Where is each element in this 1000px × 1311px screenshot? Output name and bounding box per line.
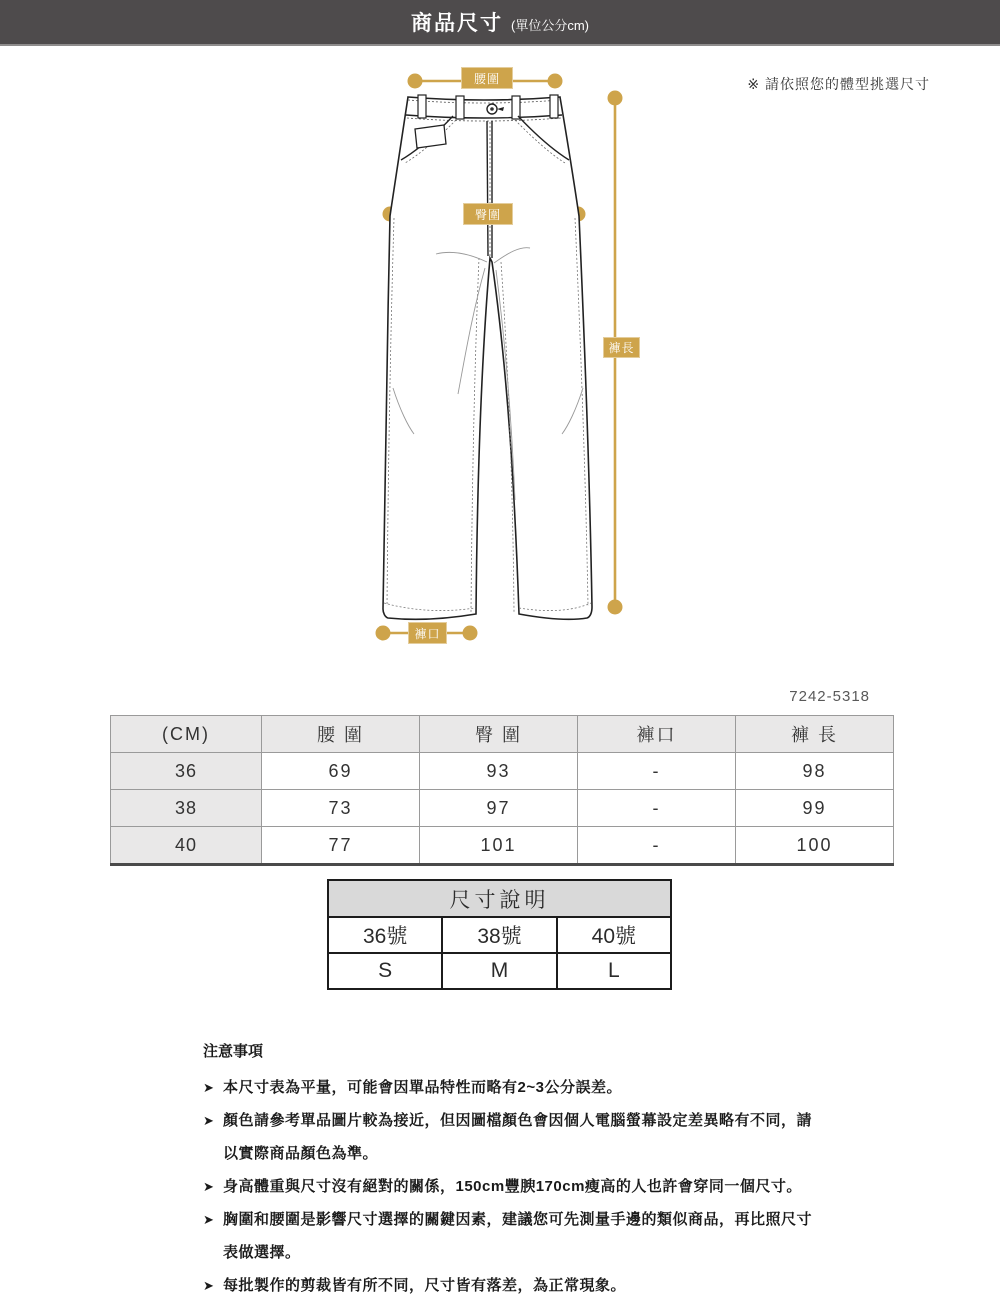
hip-measure-label: 臀圍	[463, 203, 513, 225]
note-text: 身高體重與尺寸沒有絕對的關係，150cm豐腴170cm瘦高的人也許會穿同一個尺寸。	[223, 1178, 802, 1195]
note-bullet-icon: ➤	[203, 1212, 214, 1227]
note-bullet-icon: ➤	[203, 1278, 214, 1293]
fit-tip-text: ※ 請依照您的體型挑選尺寸	[747, 76, 930, 92]
size-table-row	[111, 827, 894, 865]
size-mapping-sizes-row	[328, 917, 671, 953]
size-table-cell: 73	[262, 790, 420, 827]
size-mapping-cell: 36號	[328, 917, 442, 953]
note-text: 本尺寸表為平量，可能會因單品特性而略有2~3公分誤差。	[223, 1079, 622, 1096]
notes-section	[203, 1035, 853, 1302]
note-bullet-icon: ➤	[203, 1080, 214, 1095]
product-code: 7242-5318	[789, 688, 870, 705]
note-item	[203, 1170, 853, 1203]
note-text: 胸圍和腰圍是影響尺寸選擇的關鍵因素，建議您可先測量手邊的類似商品，再比照尺寸表做選擇。	[223, 1211, 813, 1261]
size-table-cell: 100	[736, 827, 894, 865]
length-measure-label: 褲長	[603, 337, 640, 358]
size-table-cell: 98	[736, 753, 894, 790]
size-table-cell: -	[578, 753, 736, 790]
size-table	[110, 715, 894, 866]
size-table-header-cell: 腰 圍	[262, 716, 420, 753]
size-table-cell: 69	[262, 753, 420, 790]
page-title-bar	[0, 0, 1000, 46]
notes-title: 注意事項	[203, 1043, 264, 1060]
size-table-row	[111, 753, 894, 790]
size-mapping-cell: M	[442, 953, 556, 989]
size-table-header-cell: 褲口	[578, 716, 736, 753]
note-item	[203, 1071, 853, 1104]
pants-measurement-diagram	[368, 58, 658, 663]
size-mapping-cell: 40號	[557, 917, 671, 953]
size-table-header-cell: 褲 長	[736, 716, 894, 753]
size-table-cell: 97	[420, 790, 578, 827]
size-mapping-cell: 38號	[442, 917, 556, 953]
note-item	[203, 1104, 853, 1170]
size-table-header-cell: 臀 圍	[420, 716, 578, 753]
size-table-cell: 93	[420, 753, 578, 790]
size-mapping-cell: S	[328, 953, 442, 989]
size-table-cell: 101	[420, 827, 578, 865]
note-text: 顏色請參考單品圖片較為接近，但因圖檔顏色會因個人電腦螢幕設定差異略有不同，請以實際商品顏色為準。	[223, 1112, 813, 1162]
note-text: 每批製作的剪裁皆有所不同，尺寸皆有落差，為正常現象。	[223, 1277, 627, 1294]
size-table-cell: 38	[111, 790, 262, 827]
size-table-header-row	[111, 716, 894, 753]
note-bullet-icon: ➤	[203, 1113, 214, 1128]
note-item	[203, 1203, 853, 1269]
note-bullet-icon: ➤	[203, 1179, 214, 1194]
size-table-header-cell: (CM)	[111, 716, 262, 753]
size-table-cell: 99	[736, 790, 894, 827]
size-table-cell: -	[578, 790, 736, 827]
size-table-cell: 40	[111, 827, 262, 865]
size-mapping-title-row	[328, 880, 671, 917]
size-table-row	[111, 790, 894, 827]
page-title: 商品尺寸	[411, 12, 503, 35]
size-mapping-title: 尺寸說明	[328, 880, 671, 917]
page-title-unit: (單位公分cm)	[511, 17, 589, 33]
waist-measure-label: 腰圍	[461, 67, 513, 89]
size-table-cell: -	[578, 827, 736, 865]
note-item	[203, 1269, 853, 1302]
hem-measure-label: 褲口	[408, 622, 447, 644]
pants-diagram-drawing	[368, 58, 658, 663]
size-table-cell: 36	[111, 753, 262, 790]
size-mapping-table	[327, 879, 672, 990]
size-mapping-letters-row	[328, 953, 671, 989]
size-mapping-cell: L	[557, 953, 671, 989]
size-table-cell: 77	[262, 827, 420, 865]
